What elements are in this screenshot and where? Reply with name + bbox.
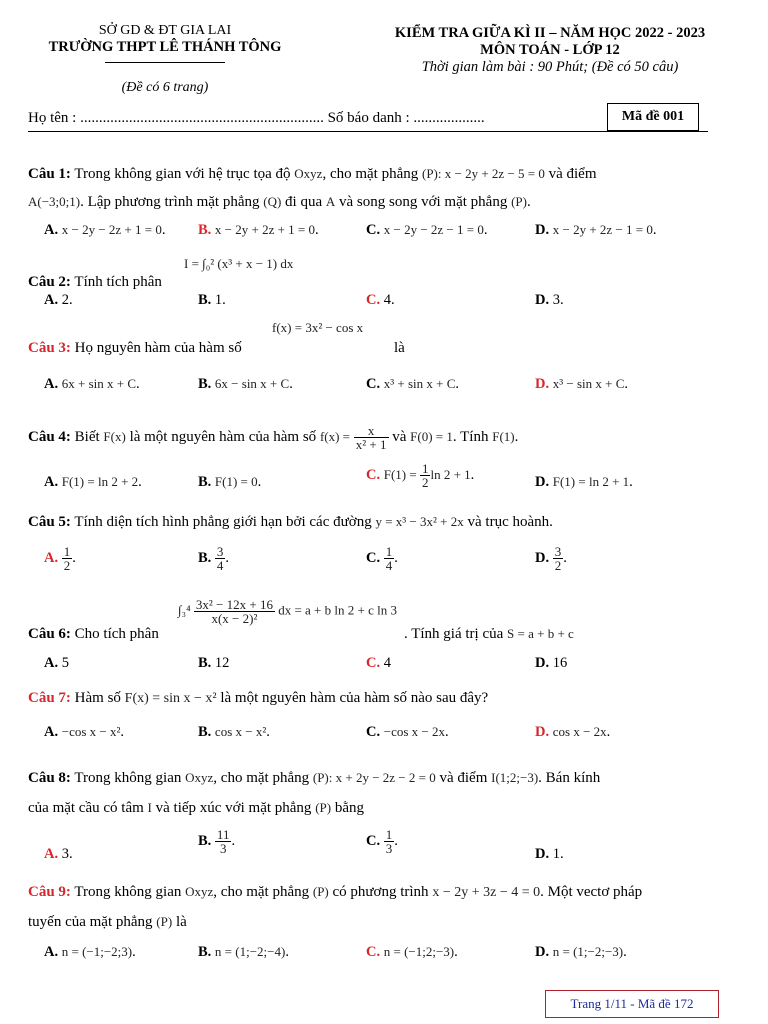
option-key: C.: [366, 549, 381, 566]
math-expr: A(−3;0;1): [28, 194, 81, 209]
fraction: [215, 545, 226, 572]
math-expr: (Q): [263, 194, 282, 209]
page-footer: Trang 1/11 - Mã đề 172: [545, 990, 719, 1018]
math-expr: I = ∫₀² (x³ + x − 1) dx: [184, 256, 294, 271]
option-text: F(1) = ln 2 + 2: [61, 474, 139, 489]
option-key: B.: [198, 655, 212, 671]
math-expr: (P): [315, 800, 332, 815]
option-key: C.: [366, 292, 381, 308]
header-rule: [28, 131, 708, 132]
question-label: Câu 7:: [28, 690, 71, 706]
integral-expr: [184, 256, 293, 272]
math-expr: x − 2y + 3z − 4 = 0: [432, 885, 541, 900]
option-key: D.: [535, 655, 550, 671]
option-c[interactable]: C. $\frac{1}{4}$ .: [366, 544, 398, 573]
question-9: [28, 884, 642, 901]
student-name-line: Họ tên : ................................................................. Số báo danh : ...................: [28, 110, 485, 126]
question-text: Hàm số: [74, 690, 121, 706]
math-expr: f(x) = 3x² − cos x: [272, 320, 364, 335]
question-text: là: [394, 340, 405, 356]
question-2: [28, 274, 162, 291]
option-text: −cos x − x²: [61, 724, 121, 739]
time-note: Thời gian làm bài : 90 Phút; (Đề có 50 câu): [421, 59, 679, 75]
option-text: 2.: [61, 292, 73, 308]
question-text: Họ nguyên hàm của hàm số: [74, 340, 242, 356]
math-expr: Oxyz: [185, 770, 214, 785]
option-text: x − 2y + 2z − 1 = 0: [552, 222, 653, 237]
option-text: F(1) = 0: [214, 474, 258, 489]
option-d[interactable]: D. $\frac{3}{2}$ .: [535, 544, 567, 573]
option-text: 3.: [61, 846, 73, 862]
math-expr: y = x³ − 3x² + 2x: [375, 514, 464, 529]
question-label: Câu 5:: [28, 514, 71, 530]
option-key: D.: [535, 846, 550, 862]
denominator: 3: [219, 841, 227, 856]
question-text: là một nguyên hàm của hàm số nào sau đây?: [220, 690, 489, 706]
option-text: n = (−1;2;−3): [383, 944, 455, 959]
option-a[interactable]: A. $\frac{1}{2}$ .: [44, 544, 76, 573]
option-key: D.: [535, 292, 550, 308]
option-key: A.: [44, 549, 59, 566]
option-key: A.: [44, 474, 59, 490]
option-b[interactable]: B. cos x − x².: [198, 724, 270, 740]
denominator: 2: [63, 558, 71, 573]
question-text: có phương trình: [332, 884, 429, 900]
option-text: cos x − x²: [214, 724, 267, 739]
question-7: [28, 690, 488, 707]
fraction: [384, 545, 395, 572]
option-text: x³ + sin x + C: [383, 376, 456, 391]
option-key: B.: [198, 474, 212, 490]
option-c[interactable]: C. n = (−1;2;−3).: [366, 944, 458, 960]
option-b[interactable]: B. x − 2y + 2z + 1 = 0.: [198, 222, 319, 238]
option-key: A.: [44, 846, 59, 862]
question-text: đi qua: [285, 194, 323, 210]
math-expr: A: [325, 194, 336, 209]
question-9-line-2: [28, 914, 187, 931]
numerator: 3: [554, 544, 562, 559]
math-expr: (P): [312, 884, 329, 899]
function-expr: [272, 320, 363, 337]
option-a[interactable]: [44, 846, 73, 863]
question-text: Trong không gian: [74, 884, 182, 900]
option-text: 1.: [214, 292, 226, 308]
math-expr: S = a + b + c: [507, 626, 574, 641]
pages-note: (Đề có 6 trang): [121, 80, 209, 95]
option-key: C.: [366, 655, 381, 671]
option-text: x³ − sin x + C: [552, 376, 625, 391]
option-c[interactable]: [366, 655, 391, 672]
option-key: B.: [198, 944, 212, 960]
option-c[interactable]: C. x³ + sin x + C.: [366, 376, 460, 392]
fraction: [420, 462, 431, 489]
math-expr: ∫₃⁴: [178, 602, 191, 618]
option-c[interactable]: C. −cos x − 2x.: [366, 724, 449, 740]
option-text: 12: [214, 655, 230, 671]
denominator: x² + 1: [355, 437, 387, 452]
option-a[interactable]: A. F(1) = ln 2 + 2.: [44, 474, 142, 490]
question-text: tuyến của mặt phẳng: [28, 914, 153, 930]
option-text: 4.: [383, 292, 395, 308]
denominator: 4: [216, 558, 224, 573]
math-expr: dx = a + b ln 2 + c ln 3: [278, 602, 397, 618]
question-text: Trong không gian: [74, 770, 182, 786]
option-c[interactable]: C. F(1) = $\frac{1}{2}$ ln 2 + 1.: [366, 461, 475, 490]
option-text: n = (1;−2;−3): [552, 944, 624, 959]
option-c[interactable]: [366, 292, 395, 309]
option-key: C.: [366, 222, 381, 238]
fraction: [194, 598, 275, 625]
option-c[interactable]: C. $\frac{1}{3}$ .: [366, 827, 398, 856]
question-6-tail: [404, 626, 574, 643]
question-text: . Tính: [452, 428, 489, 445]
option-text: F(1) =: [383, 466, 420, 482]
fraction: [384, 828, 395, 855]
option-d[interactable]: [535, 292, 564, 309]
option-d[interactable]: D. x³ − sin x + C.: [535, 376, 629, 392]
question-1: [28, 166, 597, 183]
option-key: C.: [366, 724, 381, 740]
question-text: của mặt cầu có tâm: [28, 800, 144, 816]
question-text: và trục hoành.: [467, 514, 553, 530]
question-1-line-2: A(−3;0;1). Lập phương trình mặt phẳng (Q) đi qua A và song song với mặt phẳng (P).: [28, 194, 531, 210]
option-key: C.: [366, 944, 381, 960]
option-text: 1.: [552, 846, 564, 862]
question-3: [28, 340, 242, 357]
option-key: B.: [198, 832, 212, 849]
question-text: và: [392, 428, 407, 445]
math-expr: f(x) =: [319, 428, 351, 444]
option-text: n = (1;−2;−4): [214, 944, 286, 959]
option-key: C.: [366, 832, 381, 849]
option-d[interactable]: D. n = (1;−2;−3).: [535, 944, 627, 960]
department-name: SỞ GD & ĐT GIA LAI: [98, 23, 232, 38]
option-text: x − 2y + 2z + 1 = 0: [214, 222, 316, 237]
option-text: x − 2y − 2z − 1 = 0: [383, 222, 484, 237]
option-text: F(1) = ln 2 + 1: [552, 474, 630, 489]
question-text: . Lập phương trình mặt phẳng: [80, 194, 260, 210]
option-key: D.: [535, 474, 550, 490]
question-text: là: [175, 914, 187, 930]
option-b[interactable]: B. n = (1;−2;−4).: [198, 944, 289, 960]
option-key: C.: [366, 376, 381, 392]
question-text: là một nguyên hàm của hàm số: [129, 428, 317, 445]
option-a[interactable]: A. 6x + sin x + C.: [44, 376, 140, 392]
question-text: Cho tích phân: [74, 626, 159, 642]
integral-expr: [178, 598, 397, 625]
question-text: Tính tích phân: [74, 274, 162, 290]
question-4: Câu 4: Biết F(x) là một nguyên hàm của hàm số f(x) = $\frac{x}{\text{x² + 1}}$ và F(0) = 1. Tính F(1).: [28, 423, 519, 452]
option-key: B.: [198, 292, 212, 308]
math-expr: F(0) = 1: [410, 428, 453, 444]
math-expr: (P): x + 2y − 2z − 2 = 0: [312, 770, 436, 785]
option-b[interactable]: [198, 292, 226, 309]
option-a[interactable]: [44, 292, 73, 309]
option-key: A.: [44, 655, 59, 671]
option-a[interactable]: A. x − 2y − 2z + 1 = 0.: [44, 222, 166, 238]
question-8: [28, 770, 600, 787]
numerator: x: [354, 424, 389, 438]
numerator: 3: [216, 544, 224, 559]
numerator: 1: [385, 544, 393, 559]
option-d[interactable]: [535, 655, 567, 672]
school-name: TRƯỜNG THPT LÊ THÁNH TÔNG: [48, 39, 282, 55]
option-key: A.: [44, 292, 59, 308]
question-text: và điểm: [548, 166, 597, 182]
fraction: [354, 424, 389, 451]
option-key: B.: [198, 724, 212, 740]
math-expr: I(1;2;−3): [491, 770, 539, 785]
header-divider: [105, 62, 225, 63]
question-label: Câu 2:: [28, 274, 71, 290]
option-text: 6x + sin x + C: [61, 376, 136, 391]
option-text: −cos x − 2x: [383, 724, 445, 739]
math-expr: (P): [511, 194, 527, 209]
option-key: A.: [44, 944, 59, 960]
option-d[interactable]: D. x − 2y + 2z − 1 = 0.: [535, 222, 657, 238]
option-key: D.: [535, 376, 550, 392]
option-d[interactable]: D. F(1) = ln 2 + 1.: [535, 474, 633, 490]
fraction: [215, 828, 232, 855]
option-d[interactable]: [535, 846, 564, 863]
denominator: x(x − 2)²: [211, 611, 258, 626]
option-key: B.: [198, 376, 212, 392]
option-c[interactable]: C. x − 2y − 2z − 1 = 0.: [366, 222, 488, 238]
option-key: A.: [44, 376, 59, 392]
question-label: Câu 6:: [28, 626, 71, 642]
option-key: D.: [535, 549, 550, 566]
question-text: Trong không gian với hệ trục tọa độ: [74, 166, 291, 182]
option-key: D.: [535, 944, 550, 960]
question-text: , cho mặt phẳng: [322, 166, 419, 182]
option-text: 3.: [552, 292, 564, 308]
question-text: Tính diện tích hình phẳng giới hạn bởi các đường: [74, 514, 372, 530]
question-5: [28, 514, 553, 531]
option-b[interactable]: B. F(1) = 0.: [198, 474, 262, 490]
question-label: Câu 3:: [28, 340, 71, 356]
math-expr: I: [147, 800, 152, 815]
option-a[interactable]: A. −cos x − x².: [44, 724, 124, 740]
option-b[interactable]: B. 6x − sin x + C.: [198, 376, 293, 392]
option-text: 16: [552, 655, 568, 671]
question-text: và tiếp xúc với mặt phẳng: [155, 800, 312, 816]
math-expr: Oxyz: [294, 166, 323, 181]
numerator: 11: [216, 827, 230, 842]
denominator: 3: [385, 841, 393, 856]
question-text: Biết: [74, 428, 100, 445]
exam-title: KIỂM TRA GIỮA KÌ II – NĂM HỌC 2022 - 2023: [394, 25, 706, 41]
math-expr: F(x): [103, 428, 126, 444]
numerator: 1: [421, 461, 429, 476]
math-expr: Oxyz: [185, 884, 214, 899]
question-text: . Bán kính: [538, 770, 601, 786]
question-text: . Một vectơ pháp: [540, 884, 643, 900]
option-key: C.: [366, 466, 381, 483]
question-text: bằng: [334, 800, 364, 816]
question-8-line-2: [28, 800, 364, 817]
question-text: . Tính giá trị của: [404, 626, 504, 642]
option-text: n = (−1;−2;3): [61, 944, 133, 959]
denominator: 2: [554, 558, 562, 573]
math-expr: F(x) = sin x − x²: [124, 691, 217, 706]
option-key: D.: [535, 222, 550, 238]
question-6: [28, 626, 159, 643]
denominator: 4: [385, 558, 393, 573]
numerator: 1: [385, 827, 393, 842]
question-text: , cho mặt phẳng: [213, 884, 310, 900]
subject-title: MÔN TOÁN - LỚP 12: [480, 42, 620, 58]
denominator: 2: [421, 475, 429, 490]
question-text: và song song với mặt phẳng: [339, 194, 508, 210]
math-expr: F(1): [492, 428, 515, 444]
question-text: và điểm: [439, 770, 488, 786]
exam-code-box: Mã đề 001: [607, 103, 699, 131]
question-label: Câu 9:: [28, 884, 71, 900]
option-text: cos x − 2x: [552, 724, 607, 739]
header-right: [330, 25, 768, 76]
math-expr: (P): x − 2y + 2z − 5 = 0: [422, 166, 545, 181]
numerator: 3x² − 12x + 16: [195, 597, 273, 612]
option-text: 5: [61, 655, 69, 671]
fraction: [553, 545, 564, 572]
question-label: Câu 1:: [28, 166, 71, 182]
option-a[interactable]: A. n = (−1;−2;3).: [44, 944, 136, 960]
option-a[interactable]: [44, 655, 69, 672]
fraction: [62, 545, 73, 572]
option-text: x − 2y − 2z + 1 = 0: [61, 222, 162, 237]
option-key: A.: [44, 222, 59, 238]
option-key: A.: [44, 724, 59, 740]
option-text: ln 2 + 1: [430, 466, 471, 482]
option-key: B.: [198, 222, 212, 238]
header-left: [0, 22, 330, 96]
option-key: B.: [198, 549, 212, 566]
option-b[interactable]: B. $\frac{3}{4}$ .: [198, 544, 230, 573]
question-label: Câu 8:: [28, 770, 71, 786]
option-key: D.: [535, 724, 550, 740]
option-d[interactable]: D. cos x − 2x.: [535, 724, 611, 740]
question-label: Câu 4:: [28, 428, 71, 445]
math-expr: (P): [156, 914, 173, 929]
option-text: 4: [383, 655, 391, 671]
option-b[interactable]: [198, 655, 229, 672]
option-text: 6x − sin x + C: [214, 376, 290, 391]
question-text: , cho mặt phẳng: [213, 770, 310, 786]
numerator: 1: [63, 544, 71, 559]
option-b[interactable]: B. $\frac{11}{3}$ .: [198, 827, 236, 856]
